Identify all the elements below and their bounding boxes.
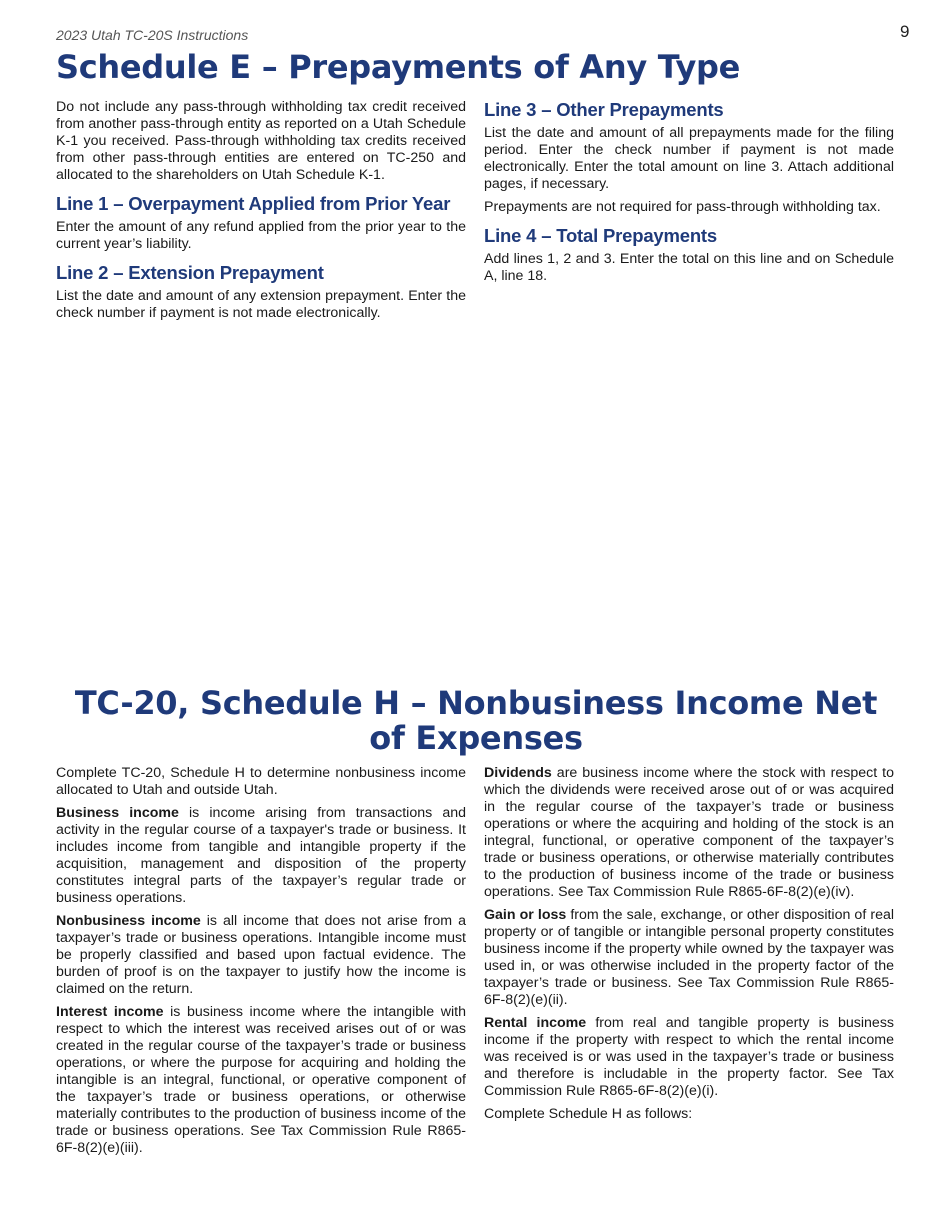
schedule-h-intro: Complete TC-20, Schedule H to determine nonbusiness income allocated to Utah and outside Utah. (56, 765, 466, 798)
gain-or-loss-text: from the sale, exchange, or other disposition of real property or of tangible or intangible personal property constitutes business income if the property while owned by the taxpayer was used in, or was otherwise included in the property factor of the taxpayer’s trade or business. See Tax Commission Rule R865-6F-8(2)(e)(ii). (484, 907, 895, 1008)
line-3-note: Prepayments are not required for pass-through withholding tax. (484, 199, 881, 215)
schedule-e-intro: Do not include any pass-through withholding tax credit received from another pass-through entity as reported on a Utah Schedule K-1 you received. Pass-through withholding tax credits received from other pass-through entities are entered on TC-250 and allocated to the shareholders on Utah Schedule K-1. (56, 99, 466, 183)
rental-income-text: from real and tangible property is business income if the property with respect to which the rental income was received is or was used in the taxpayer’s trade or business and therefore is includable in the property factor. See Tax Commission Rule R865-6F-8(2)(e)(i). (484, 1015, 895, 1099)
line-3-heading: Line 3 – Other Prepayments (484, 99, 724, 120)
line-2-text: List the date and amount of any extension prepayment. Enter the check number if payment is not made electronically. (56, 288, 466, 321)
nonbusiness-income-text: is all income that does not arise from a taxpayer’s trade or business operations. Intangible income must be properly classified and based upon factual evidence. The burden of proof is on the taxpayer to justify how the income is claimed on the return. (56, 913, 466, 997)
business-income-paragraph (56, 805, 466, 907)
schedule-h-title: TC-20, Schedule H – Nonbusiness Income Net of Expenses (74, 684, 878, 757)
nonbusiness-income-term: Nonbusiness income (56, 913, 201, 929)
line-4-heading: Line 4 – Total Prepayments (484, 225, 717, 246)
line-1-heading: Line 1 – Overpayment Applied from Prior Year (56, 193, 451, 214)
schedule-e-left-column (56, 99, 466, 328)
running-head: 2023 Utah TC-20S Instructions (56, 27, 249, 43)
schedule-h-closing: Complete Schedule H as follows: (484, 1106, 693, 1122)
page-number: 9 (900, 22, 910, 41)
schedule-e-title: Schedule E – Prepayments of Any Type (56, 48, 741, 86)
gain-or-loss-term: Gain or loss (484, 907, 567, 923)
rental-income-term: Rental income (484, 1015, 587, 1031)
dividends-text: are business income where the stock with respect to which the dividends were received arose out of or was acquired in the regular course of the taxpayer’s trade or business operations or where the acquiring and holding of the stock is an integral, functional, or operative component of the taxpayer’s trade or business operations, or otherwise materially contributes to the production of business income of the trade or business operations. See Tax Commission Rule R865-6F-8(2)(e)(iv). (484, 765, 894, 900)
interest-income-term: Interest income (56, 1004, 164, 1020)
gain-or-loss-paragraph (484, 907, 894, 1009)
line-3-text: List the date and amount of all prepayments made for the filing period. Enter the check number if payment is not made electronically. Enter the total amount on line 3. Attach additional pages, if necessary. (484, 125, 894, 192)
dividends-paragraph (484, 765, 894, 901)
business-income-term: Business income (56, 805, 179, 821)
schedule-h-left-column (56, 765, 466, 1163)
nonbusiness-income-paragraph (56, 913, 466, 998)
line-4-text: Add lines 1, 2 and 3. Enter the total on this line and on Schedule A, line 18. (484, 251, 894, 284)
line-1-text: Enter the amount of any refund applied from the prior year to the current year’s liability. (56, 219, 466, 252)
interest-income-text: is business income where the intangible with respect to which the interest was received arises out of or was created in the regular course of the taxpayer’s trade or business operations, or where the purpose for acquiring and holding the intangible is an integral, functional, or operative component of the taxpayer’s trade or business operations, or otherwise materially contributes to the production of business income of the trade or business operations. See Tax Commission Rule R865-6F-8(2)(e)(iii). (56, 1004, 466, 1156)
interest-income-paragraph (56, 1004, 466, 1157)
schedule-h-right-column (484, 765, 894, 1129)
line-2-heading: Line 2 – Extension Prepayment (56, 262, 324, 283)
dividends-term: Dividends (484, 765, 552, 781)
business-income-text: is income arising from transactions and activity in the regular course of a taxpayer's trade or business. It includes income from tangible and intangible property if the acquisition, management and disposition of the property constitutes integral parts of the taxpayer’s regular trade or business operations. (56, 805, 466, 906)
schedule-e-right-column (484, 99, 894, 291)
rental-income-paragraph (484, 1015, 894, 1100)
